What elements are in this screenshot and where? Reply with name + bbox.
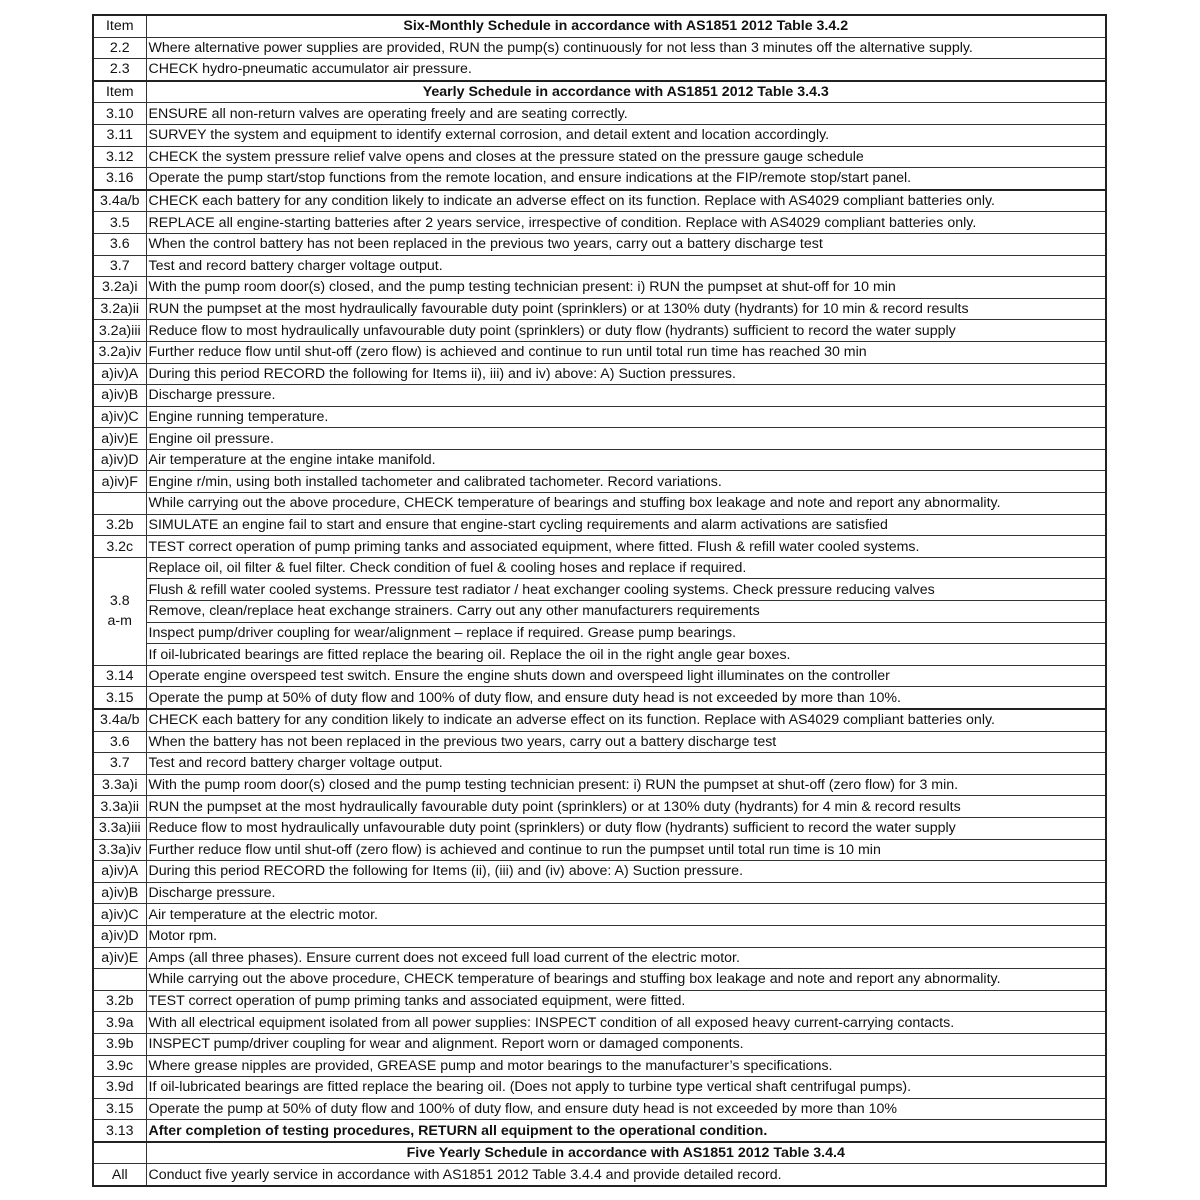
table-row [93, 536, 1106, 558]
item-description: Reduce flow to most hydraulically unfavourable duty point (sprinklers) or duty flow (hydrants) sufficient to record the water supply [146, 320, 1106, 342]
table-row [93, 687, 1106, 709]
table-row [93, 731, 1106, 753]
item-description: If oil-lubricated bearings are fitted replace the bearing oil. (Does not apply to turbine type vertical shaft centrifugal pumps). [146, 1077, 1106, 1099]
item-number: 3.5 [93, 212, 146, 234]
item-number: All [93, 1164, 146, 1186]
table-row [93, 471, 1106, 493]
table-row [93, 37, 1106, 59]
item-description: Discharge pressure. [146, 385, 1106, 407]
item-description: Reduce flow to most hydraulically unfavourable duty point (sprinklers) or duty flow (hydrants) sufficient to record the water supply [146, 817, 1106, 839]
table-row [93, 904, 1106, 926]
table-row [93, 947, 1106, 969]
item-number: a)iv)A [93, 861, 146, 883]
table-row [93, 168, 1106, 190]
table-row [93, 190, 1106, 212]
item-description: Motor rpm. [146, 925, 1106, 947]
item-description: CHECK hydro-pneumatic accumulator air pressure. [146, 59, 1106, 81]
item-description: Engine r/min, using both installed tachometer and calibrated tachometer. Record variations. [146, 471, 1106, 493]
item-description: Discharge pressure. [146, 882, 1106, 904]
table-row [93, 298, 1106, 320]
table-row [93, 601, 1106, 623]
item-number: 3.2a)i [93, 277, 146, 299]
table-row [93, 341, 1106, 363]
section-header-yearly [93, 81, 1106, 103]
table-row [93, 146, 1106, 168]
item-number: 3.2b [93, 990, 146, 1012]
item-description: Air temperature at the electric motor. [146, 904, 1106, 926]
item-number-group [93, 557, 146, 665]
item-number: 3.2c [93, 536, 146, 558]
item-description: CHECK each battery for any condition likely to indicate an adverse effect on its function. Replace with AS4029 compliant batteries only. [146, 709, 1106, 731]
item-number: 3.4a/b [93, 709, 146, 731]
section-title: Five Yearly Schedule in accordance with AS1851 2012 Table 3.4.4 [146, 1142, 1106, 1164]
item-description: Where alternative power supplies are provided, RUN the pump(s) continuously for not less than 3 minutes off the alternative supply. [146, 37, 1106, 59]
table-row [93, 1098, 1106, 1120]
item-description: SURVEY the system and equipment to identify external corrosion, and detail extent and location accordingly. [146, 124, 1106, 146]
item-description: Operate the pump at 50% of duty flow and 100% of duty flow, and ensure duty head is not exceeded by more than 10%. [146, 687, 1106, 709]
item-number: 3.15 [93, 1098, 146, 1120]
item-description: During this period RECORD the following for Items ii), iii) and iv) above: A) Suction pressures. [146, 363, 1106, 385]
item-number-line: a-m [107, 613, 132, 630]
table-row [93, 1012, 1106, 1034]
table-row [93, 839, 1106, 861]
table-row [93, 103, 1106, 125]
item-number: 3.9b [93, 1033, 146, 1055]
item-description: TEST correct operation of pump priming tanks and associated equipment, were fitted. [146, 990, 1106, 1012]
item-description: Engine oil pressure. [146, 428, 1106, 450]
item-description: INSPECT pump/driver coupling for wear and alignment. Report worn or damaged components. [146, 1033, 1106, 1055]
item-description: Inspect pump/driver coupling for wear/alignment – replace if required. Grease pump bearings. [146, 622, 1106, 644]
item-description: Amps (all three phases). Ensure current does not exceed full load current of the electric motor. [146, 947, 1106, 969]
item-number: a)iv)B [93, 882, 146, 904]
item-number: a)iv)C [93, 406, 146, 428]
item-number: 3.12 [93, 146, 146, 168]
table-row [93, 212, 1106, 234]
item-description: Further reduce flow until shut-off (zero flow) is achieved and continue to run until total run time has reached 30 min [146, 341, 1106, 363]
table-row [93, 428, 1106, 450]
item-description: After completion of testing procedures, RETURN all equipment to the operational condition. [146, 1120, 1106, 1142]
item-number: 3.3a)iii [93, 817, 146, 839]
item-description: SIMULATE an engine fail to start and ensure that engine-start cycling requirements and alarm activations are satisfied [146, 514, 1106, 536]
item-description: With the pump room door(s) closed and the pump testing technician present: i) RUN the pumpset at shut-off (zero flow) for 3 min. [146, 774, 1106, 796]
table-row [93, 277, 1106, 299]
table-row [93, 1164, 1106, 1186]
item-description: Operate the pump start/stop functions from the remote location, and ensure indications at the FIP/remote stop/start panel. [146, 168, 1106, 190]
item-number: 3.2b [93, 514, 146, 536]
item-number: 3.15 [93, 687, 146, 709]
item-number [93, 969, 146, 991]
item-description: Conduct five yearly service in accordance with AS1851 2012 Table 3.4.4 and provide detailed record. [146, 1164, 1106, 1186]
item-column-header: Item [93, 81, 146, 103]
item-number: 3.3a)i [93, 774, 146, 796]
item-number: a)iv)F [93, 471, 146, 493]
item-number: 2.3 [93, 59, 146, 81]
item-description: While carrying out the above procedure, CHECK temperature of bearings and stuffing box leakage and note and report any abnormality. [146, 493, 1106, 515]
table-row [93, 925, 1106, 947]
table-row [93, 124, 1106, 146]
item-number: 3.7 [93, 255, 146, 277]
section-header-five-yearly [93, 1142, 1106, 1164]
table-row [93, 514, 1106, 536]
item-description: Test and record battery charger voltage output. [146, 753, 1106, 775]
table-row [93, 233, 1106, 255]
table-row [93, 385, 1106, 407]
item-number: 3.7 [93, 753, 146, 775]
item-number: 3.6 [93, 233, 146, 255]
item-number: a)iv)A [93, 363, 146, 385]
item-number: 3.4a/b [93, 190, 146, 212]
table-row [93, 557, 1106, 579]
item-description: Further reduce flow until shut-off (zero flow) is achieved and continue to run the pumpset until total run time is 10 min [146, 839, 1106, 861]
item-number: a)iv)E [93, 947, 146, 969]
item-number: 3.2a)ii [93, 298, 146, 320]
item-description: Flush & refill water cooled systems. Pressure test radiator / heat exchanger cooling systems. Check pressure reducing valves [146, 579, 1106, 601]
item-number: 3.14 [93, 665, 146, 687]
item-description: TEST correct operation of pump priming tanks and associated equipment, where fitted. Flush & refill water cooled systems. [146, 536, 1106, 558]
item-description: CHECK the system pressure relief valve opens and closes at the pressure stated on the pressure gauge schedule [146, 146, 1106, 168]
table-row [93, 449, 1106, 471]
item-number-line: 3.8 [109, 593, 130, 610]
table-row [93, 709, 1106, 731]
item-description: Operate the pump at 50% of duty flow and 100% of duty flow, and ensure duty head is not exceeded by more than 10% [146, 1098, 1106, 1120]
section-title: Six-Monthly Schedule in accordance with AS1851 2012 Table 3.4.2 [146, 15, 1106, 37]
table-row [93, 882, 1106, 904]
table-row [93, 969, 1106, 991]
schedule-table-body [93, 15, 1106, 1186]
table-row [93, 1055, 1106, 1077]
item-number: 3.13 [93, 1120, 146, 1142]
table-row [93, 363, 1106, 385]
section-title: Yearly Schedule in accordance with AS1851 2012 Table 3.4.3 [146, 81, 1106, 103]
table-row [93, 753, 1106, 775]
table-row [93, 59, 1106, 81]
item-description: With all electrical equipment isolated from all power supplies: INSPECT condition of all exposed heavy current-carrying contacts. [146, 1012, 1106, 1034]
item-description: RUN the pumpset at the most hydraulically favourable duty point (sprinklers) or at 130% duty (hydrants) for 10 min & record results [146, 298, 1106, 320]
table-row [93, 644, 1106, 666]
item-number: 3.2a)iii [93, 320, 146, 342]
table-row [93, 774, 1106, 796]
item-column-header [93, 1142, 146, 1164]
item-number: 3.6 [93, 731, 146, 753]
table-row [93, 579, 1106, 601]
item-description: Engine running temperature. [146, 406, 1106, 428]
table-row [93, 665, 1106, 687]
item-column-header: Item [93, 15, 146, 37]
table-row [93, 990, 1106, 1012]
table-row [93, 622, 1106, 644]
item-number: 3.9c [93, 1055, 146, 1077]
table-row [93, 1120, 1106, 1142]
item-number: 3.9d [93, 1077, 146, 1099]
table-row [93, 1077, 1106, 1099]
item-number: 3.11 [93, 124, 146, 146]
item-description: While carrying out the above procedure, CHECK temperature of bearings and stuffing box leakage and note and report any abnormality. [146, 969, 1106, 991]
item-description: Test and record battery charger voltage output. [146, 255, 1106, 277]
table-row [93, 861, 1106, 883]
table-row [93, 255, 1106, 277]
item-description: Operate engine overspeed test switch. Ensure the engine shuts down and overspeed light illuminates on the controller [146, 665, 1106, 687]
item-number: 2.2 [93, 37, 146, 59]
item-description: When the control battery has not been replaced in the previous two years, carry out a battery discharge test [146, 233, 1106, 255]
item-number: a)iv)D [93, 449, 146, 471]
item-number: a)iv)C [93, 904, 146, 926]
item-description: ENSURE all non-return valves are operating freely and are seating correctly. [146, 103, 1106, 125]
item-description: Where grease nipples are provided, GREASE pump and motor bearings to the manufacturer’s specifications. [146, 1055, 1106, 1077]
item-number: 3.16 [93, 168, 146, 190]
item-description: CHECK each battery for any condition likely to indicate an adverse effect on its function. Replace with AS4029 compliant batteries only. [146, 190, 1106, 212]
item-description: During this period RECORD the following for Items (ii), (iii) and (iv) above: A) Suction pressure. [146, 861, 1106, 883]
table-row [93, 406, 1106, 428]
item-description: With the pump room door(s) closed, and the pump testing technician present: i) RUN the pumpset at shut-off for 10 min [146, 277, 1106, 299]
item-description: When the battery has not been replaced in the previous two years, carry out a battery discharge test [146, 731, 1106, 753]
item-description: Air temperature at the engine intake manifold. [146, 449, 1106, 471]
section-header-six-monthly [93, 15, 1106, 37]
maintenance-schedule-table [92, 14, 1107, 1187]
table-row [93, 320, 1106, 342]
item-number [93, 493, 146, 515]
item-description: REPLACE all engine-starting batteries after 2 years service, irrespective of condition. Replace with AS4029 compliant batteries only. [146, 212, 1106, 234]
table-row [93, 493, 1106, 515]
table-row [93, 1033, 1106, 1055]
item-number: 3.3a)ii [93, 796, 146, 818]
item-number: a)iv)D [93, 925, 146, 947]
item-number: 3.3a)iv [93, 839, 146, 861]
item-number: 3.10 [93, 103, 146, 125]
table-row [93, 796, 1106, 818]
item-number: a)iv)E [93, 428, 146, 450]
table-row [93, 817, 1106, 839]
item-description: Remove, clean/replace heat exchange strainers. Carry out any other manufacturers requirements [146, 601, 1106, 623]
item-number: 3.2a)iv [93, 341, 146, 363]
item-description: Replace oil, oil filter & fuel filter. Check condition of fuel & cooling hoses and replace if required. [146, 557, 1106, 579]
item-number: 3.9a [93, 1012, 146, 1034]
item-description: RUN the pumpset at the most hydraulically favourable duty point (sprinklers) or at 130% duty (hydrants) for 4 min & record results [146, 796, 1106, 818]
item-description: If oil-lubricated bearings are fitted replace the bearing oil. Replace the oil in the right angle gear boxes. [146, 644, 1106, 666]
item-number: a)iv)B [93, 385, 146, 407]
